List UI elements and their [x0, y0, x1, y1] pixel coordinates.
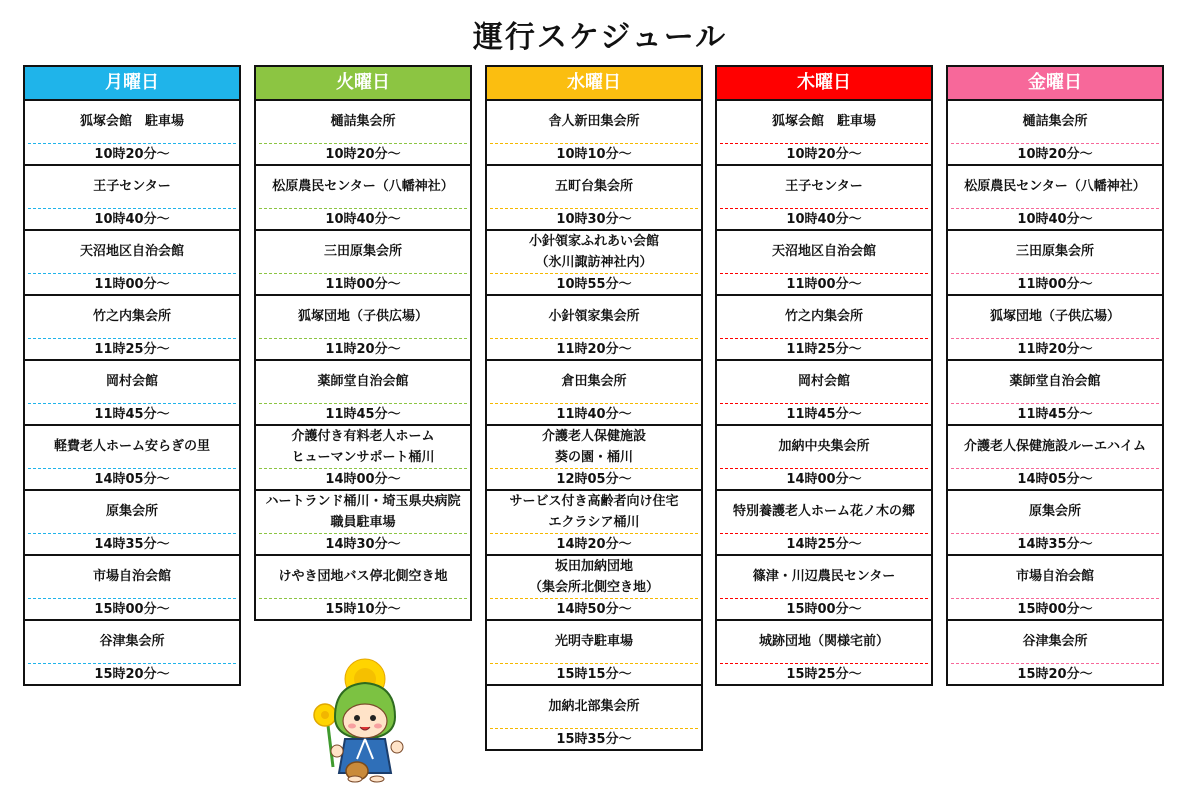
- stop-card: [23, 426, 241, 491]
- stop-card: [485, 101, 703, 166]
- stop-time: 14時05分～: [94, 472, 170, 487]
- day-header: 木曜日: [715, 65, 933, 101]
- stop-time: 14時30分～: [325, 537, 401, 552]
- day-header: 月曜日: [23, 65, 241, 101]
- dashed-divider: [490, 338, 698, 339]
- stop-card: [715, 556, 933, 621]
- stop-card: [715, 101, 933, 166]
- stop-name: 岡村会館: [105, 374, 158, 389]
- stop-time: 15時00分～: [94, 602, 170, 617]
- stop-card: [23, 231, 241, 296]
- stop-name: 市場自治会館: [1015, 569, 1094, 584]
- stop-time: 12時05分～: [556, 472, 632, 487]
- dashed-divider: [490, 728, 698, 729]
- stop-name: 狐塚団地（子供広場）: [297, 309, 428, 324]
- stop-name: 原集会所: [1028, 504, 1081, 519]
- stop-name: 介護老人保健施設ルーエハイム: [963, 439, 1146, 454]
- dashed-divider: [490, 598, 698, 599]
- dashed-divider: [259, 143, 467, 144]
- stop-card: [715, 231, 933, 296]
- dashed-divider: [720, 143, 928, 144]
- stop-card: [715, 621, 933, 686]
- dashed-divider: [720, 403, 928, 404]
- stop-name: 篠津・川辺農民センター: [752, 569, 896, 584]
- stop-name: 王子センター: [785, 179, 863, 194]
- day-header: 水曜日: [485, 65, 703, 101]
- stop-card: [23, 621, 241, 686]
- stop-name: 谷津集会所: [99, 634, 165, 649]
- stop-time: 11時00分～: [1017, 277, 1093, 292]
- stop-time: 10時20分～: [1017, 147, 1093, 162]
- stop-card: [485, 296, 703, 361]
- stop-name: 竹之内集会所: [92, 309, 171, 324]
- stop-time: 10時40分～: [1017, 212, 1093, 227]
- dashed-divider: [720, 273, 928, 274]
- stop-name: 五町台集会所: [554, 179, 633, 194]
- stop-time: 10時40分～: [325, 212, 401, 227]
- stop-card: [485, 686, 703, 751]
- stop-card: [946, 231, 1164, 296]
- stop-card: [254, 296, 472, 361]
- stop-time: 11時45分～: [1017, 407, 1093, 422]
- stop-name: 市場自治会館: [92, 569, 171, 584]
- day-column: [715, 65, 933, 686]
- stop-name: 倉田集会所: [561, 374, 627, 389]
- stop-name: けやき団地バス停北側空き地: [278, 569, 448, 584]
- stop-time: 10時20分～: [325, 147, 401, 162]
- stop-name: 小針領家ふれあい会館 （氷川諏訪神社内）: [528, 233, 659, 270]
- dashed-divider: [28, 468, 236, 469]
- stop-card: [946, 491, 1164, 556]
- stop-time: 11時25分～: [786, 342, 862, 357]
- stop-name: 狐塚団地（子供広場）: [989, 309, 1120, 324]
- stop-card: [23, 361, 241, 426]
- dashed-divider: [490, 533, 698, 534]
- stop-time: 11時20分～: [325, 342, 401, 357]
- day-column: [254, 65, 472, 621]
- stop-name: 樋詰集会所: [330, 114, 396, 129]
- dashed-divider: [951, 468, 1159, 469]
- stop-time: 10時20分～: [94, 147, 170, 162]
- stop-card: [485, 556, 703, 621]
- stop-time: 15時10分～: [325, 602, 401, 617]
- dashed-divider: [720, 598, 928, 599]
- stop-time: 10時30分～: [556, 212, 632, 227]
- dashed-divider: [951, 338, 1159, 339]
- stop-time: 11時45分～: [94, 407, 170, 422]
- dashed-divider: [951, 533, 1159, 534]
- dashed-divider: [490, 143, 698, 144]
- dashed-divider: [28, 338, 236, 339]
- stop-name: 三田原集会所: [1015, 244, 1094, 259]
- stop-time: 15時00分～: [1017, 602, 1093, 617]
- dashed-divider: [720, 208, 928, 209]
- stop-card: [946, 166, 1164, 231]
- dashed-divider: [259, 468, 467, 469]
- stop-name: 松原農民センター（八幡神社）: [964, 179, 1146, 194]
- dashed-divider: [28, 598, 236, 599]
- stop-time: 10時10分～: [556, 147, 632, 162]
- stop-name: 坂田加納団地 （集会所北側空き地）: [528, 558, 659, 595]
- stop-time: 11時40分～: [556, 407, 632, 422]
- stop-time: 14時00分～: [325, 472, 401, 487]
- stop-time: 15時35分～: [556, 732, 632, 747]
- stop-card: [23, 101, 241, 166]
- stop-time: 10時40分～: [94, 212, 170, 227]
- stop-card: [254, 231, 472, 296]
- dashed-divider: [951, 598, 1159, 599]
- day-header: 火曜日: [254, 65, 472, 101]
- dashed-divider: [951, 403, 1159, 404]
- stop-card: [715, 491, 933, 556]
- stop-card: [254, 101, 472, 166]
- day-column: [946, 65, 1164, 686]
- stop-time: 14時25分～: [786, 537, 862, 552]
- stop-card: [715, 296, 933, 361]
- dashed-divider: [951, 273, 1159, 274]
- stop-time: 15時20分～: [94, 667, 170, 682]
- stop-time: 14時35分～: [94, 537, 170, 552]
- dashed-divider: [720, 533, 928, 534]
- stop-name: 薬師堂自治会館: [317, 374, 409, 389]
- stop-card: [485, 231, 703, 296]
- stop-card: [485, 426, 703, 491]
- stop-card: [946, 426, 1164, 491]
- stop-name: 王子センター: [93, 179, 171, 194]
- stop-card: [485, 361, 703, 426]
- stop-name: 小針領家集会所: [548, 309, 640, 324]
- dashed-divider: [490, 403, 698, 404]
- stop-name: 薬師堂自治会館: [1009, 374, 1101, 389]
- stop-time: 11時00分～: [325, 277, 401, 292]
- stop-time: 15時15分～: [556, 667, 632, 682]
- stop-card: [946, 556, 1164, 621]
- stop-card: [715, 426, 933, 491]
- stop-name: ハートランド桶川・埼玉県央病院 職員駐車場: [265, 493, 461, 530]
- dashed-divider: [28, 273, 236, 274]
- dashed-divider: [951, 663, 1159, 664]
- stop-name: 岡村会館: [797, 374, 850, 389]
- dashed-divider: [259, 208, 467, 209]
- dashed-divider: [259, 533, 467, 534]
- page-title: 運行スケジュール: [472, 20, 728, 55]
- stop-card: [485, 491, 703, 556]
- stop-time: 11時45分～: [786, 407, 862, 422]
- stop-card: [254, 361, 472, 426]
- stop-card: [23, 556, 241, 621]
- stop-time: 11時00分～: [786, 277, 862, 292]
- stop-card: [254, 556, 472, 621]
- stop-name: 舎人新田集会所: [548, 114, 640, 129]
- stop-time: 14時20分～: [556, 537, 632, 552]
- stop-name: 三田原集会所: [323, 244, 402, 259]
- stop-name: 樋詰集会所: [1022, 114, 1088, 129]
- stop-time: 15時20分～: [1017, 667, 1093, 682]
- stop-time: 14時50分～: [556, 602, 632, 617]
- stop-name: サービス付き高齢者向け住宅 エクラシア桶川: [509, 493, 679, 530]
- stop-name: 加納北部集会所: [548, 699, 640, 714]
- dashed-divider: [28, 663, 236, 664]
- stop-name: 天沼地区自治会館: [79, 244, 184, 259]
- dashed-divider: [28, 533, 236, 534]
- dashed-divider: [28, 143, 236, 144]
- dashed-divider: [259, 598, 467, 599]
- stop-time: 14時05分～: [1017, 472, 1093, 487]
- stop-time: 10時20分～: [786, 147, 862, 162]
- stop-name: 特別養護老人ホーム花ノ木の郷: [732, 504, 915, 519]
- stop-time: 10時40分～: [786, 212, 862, 227]
- dashed-divider: [490, 468, 698, 469]
- stop-time: 11時00分～: [94, 277, 170, 292]
- stop-name: 天沼地区自治会館: [771, 244, 876, 259]
- day-header: 金曜日: [946, 65, 1164, 101]
- stop-card: [254, 426, 472, 491]
- stop-name: 狐塚会館 駐車場: [771, 114, 876, 129]
- mascot-illustration: [305, 655, 425, 783]
- stop-time: 11時25分～: [94, 342, 170, 357]
- dashed-divider: [720, 663, 928, 664]
- day-column: [485, 65, 703, 751]
- stop-card: [946, 101, 1164, 166]
- stop-time: 10時55分～: [556, 277, 632, 292]
- dashed-divider: [951, 143, 1159, 144]
- stop-name: 谷津集会所: [1022, 634, 1088, 649]
- stop-card: [485, 621, 703, 686]
- dashed-divider: [720, 468, 928, 469]
- stop-card: [946, 621, 1164, 686]
- dashed-divider: [490, 663, 698, 664]
- day-column: [23, 65, 241, 686]
- stop-card: [23, 296, 241, 361]
- stop-name: 松原農民センター（八幡神社）: [272, 179, 454, 194]
- stop-time: 11時45分～: [325, 407, 401, 422]
- stop-card: [23, 491, 241, 556]
- stop-time: 11時20分～: [556, 342, 632, 357]
- stop-time: 14時35分～: [1017, 537, 1093, 552]
- stop-name: 竹之内集会所: [784, 309, 863, 324]
- stop-name: 介護老人保健施設 葵の園・桶川: [541, 428, 646, 465]
- dashed-divider: [490, 208, 698, 209]
- stop-card: [23, 166, 241, 231]
- stop-card: [715, 166, 933, 231]
- stop-card: [715, 361, 933, 426]
- dashed-divider: [951, 208, 1159, 209]
- dashed-divider: [259, 273, 467, 274]
- stop-card: [946, 361, 1164, 426]
- stop-card: [485, 166, 703, 231]
- stop-time: 15時00分～: [786, 602, 862, 617]
- stop-name: 加納中央集会所: [778, 439, 870, 454]
- stop-name: 介護付き有料老人ホーム ヒューマンサポート桶川: [291, 428, 435, 465]
- stop-card: [254, 166, 472, 231]
- dashed-divider: [28, 403, 236, 404]
- dashed-divider: [490, 273, 698, 274]
- dashed-divider: [720, 338, 928, 339]
- stop-name: 城跡団地（関様宅前）: [758, 634, 889, 649]
- stop-name: 狐塚会館 駐車場: [79, 114, 184, 129]
- stop-name: 光明寺駐車場: [554, 634, 633, 649]
- stop-card: [254, 491, 472, 556]
- dashed-divider: [259, 403, 467, 404]
- dashed-divider: [259, 338, 467, 339]
- dashed-divider: [28, 208, 236, 209]
- stop-name: 軽費老人ホーム安らぎの里: [53, 439, 210, 454]
- stop-time: 11時20分～: [1017, 342, 1093, 357]
- stop-time: 14時00分～: [786, 472, 862, 487]
- stop-time: 15時25分～: [786, 667, 862, 682]
- stop-name: 原集会所: [105, 504, 158, 519]
- stop-card: [946, 296, 1164, 361]
